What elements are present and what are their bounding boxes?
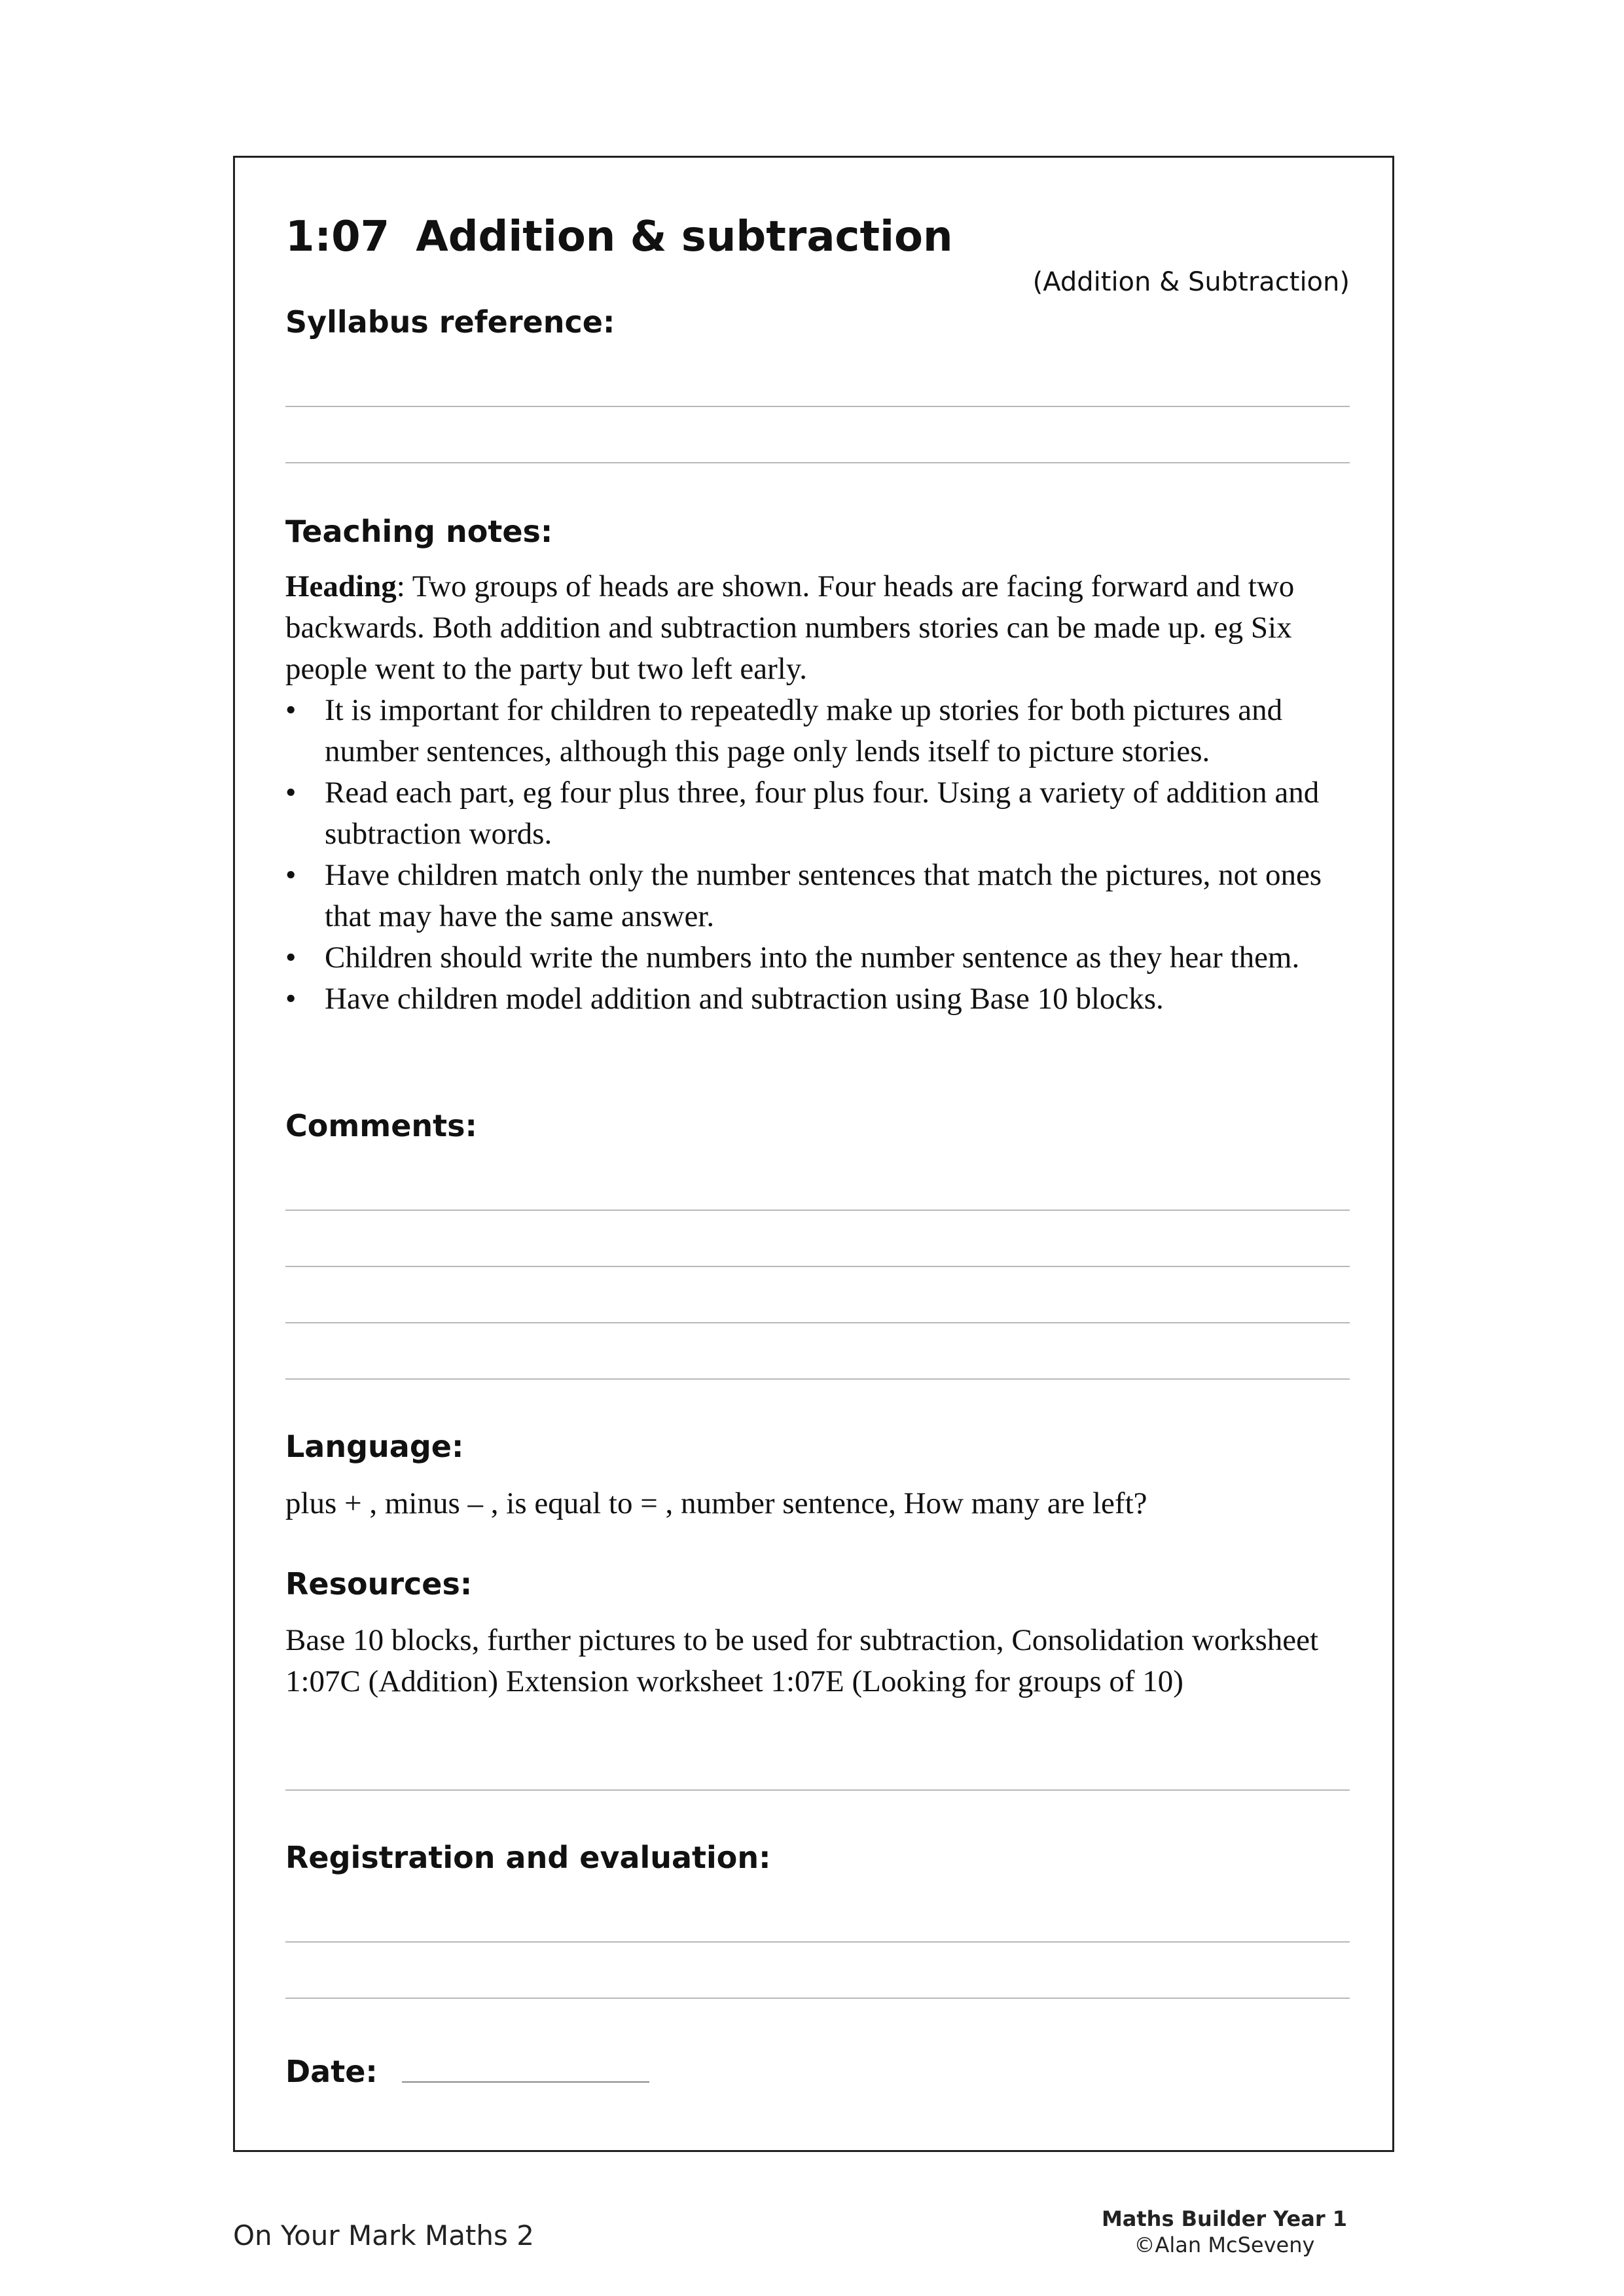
teaching-notes-heading: Teaching notes: [285,514,553,549]
language-heading: Language: [285,1429,464,1464]
book-title: Maths Builder Year 1 [1101,2206,1347,2231]
comments-heading: Comments: [285,1108,477,1143]
resources-text: Base 10 blocks, further pictures to be used for subtraction, Consolidation worksheet 1:07C (Addition) Extension worksheet 1:07E (Looking for groups of 10) [285,1623,1319,1698]
list-item [285,690,1350,772]
list-item-text: It is important for children to repeatedly make up stories for both pictures and number sentences, although this page only lends itself to picture stories. [325,693,1283,768]
comments-writing-line [285,1322,1350,1323]
resources-writing-line [285,1789,1350,1791]
comments-writing-line [285,1210,1350,1211]
date-field-line [402,2081,649,2083]
registration-heading: Registration and evaluation: [285,1840,771,1875]
page-title [285,211,953,263]
series-footer: On Your Mark Maths 2 [233,2219,534,2251]
syllabus-writing-line [285,406,1350,407]
lesson-title: Addition & subtraction [416,213,953,261]
language-text: plus + , minus – , is equal to = , number sentence, How many are left? [285,1486,1147,1520]
bullet-icon: • [285,693,297,727]
bullet-icon: • [285,941,297,975]
intro-text: : Two groups of heads are shown. Four heads are facing forward and two backwards. Both addition and subtraction numbers stories can be made up. eg Six people went to the party but two left early. [285,569,1295,686]
teaching-notes-list [285,690,1350,1020]
bullet-icon: • [285,858,297,892]
lesson-number: 1:07 [285,213,390,261]
intro-bold-label: Heading [285,569,397,603]
comments-writing-line [285,1266,1350,1267]
list-item [285,772,1350,855]
comments-writing-line [285,1378,1350,1380]
bullet-icon: • [285,982,297,1016]
list-item [285,855,1350,937]
registration-writing-line [285,1998,1350,1999]
list-item-text: Read each part, eg four plus three, four plus four. Using a variety of addition and subtraction words. [325,776,1320,851]
list-item-text: Have children match only the number sentences that match the pictures, not ones that may have the same answer. [325,858,1322,933]
bullet-icon: • [285,776,297,810]
copyright: ©Alan McSeveny [1134,2233,1315,2257]
list-item-text: Have children model addition and subtraction using Base 10 blocks. [325,982,1164,1016]
list-item [285,937,1350,978]
list-item [285,978,1350,1020]
date-label: Date: [285,2054,378,2089]
registration-writing-line [285,1941,1350,1943]
list-item-text: Children should write the numbers into the number sentence as they hear them. [325,941,1300,975]
book-footer [1102,2206,1347,2258]
syllabus-writing-line [285,462,1350,463]
teaching-notes-intro [285,566,1350,690]
resources-heading: Resources: [285,1566,473,1602]
strand-label: (Addition & Subtraction) [1032,267,1350,297]
syllabus-heading: Syllabus reference: [285,304,615,340]
